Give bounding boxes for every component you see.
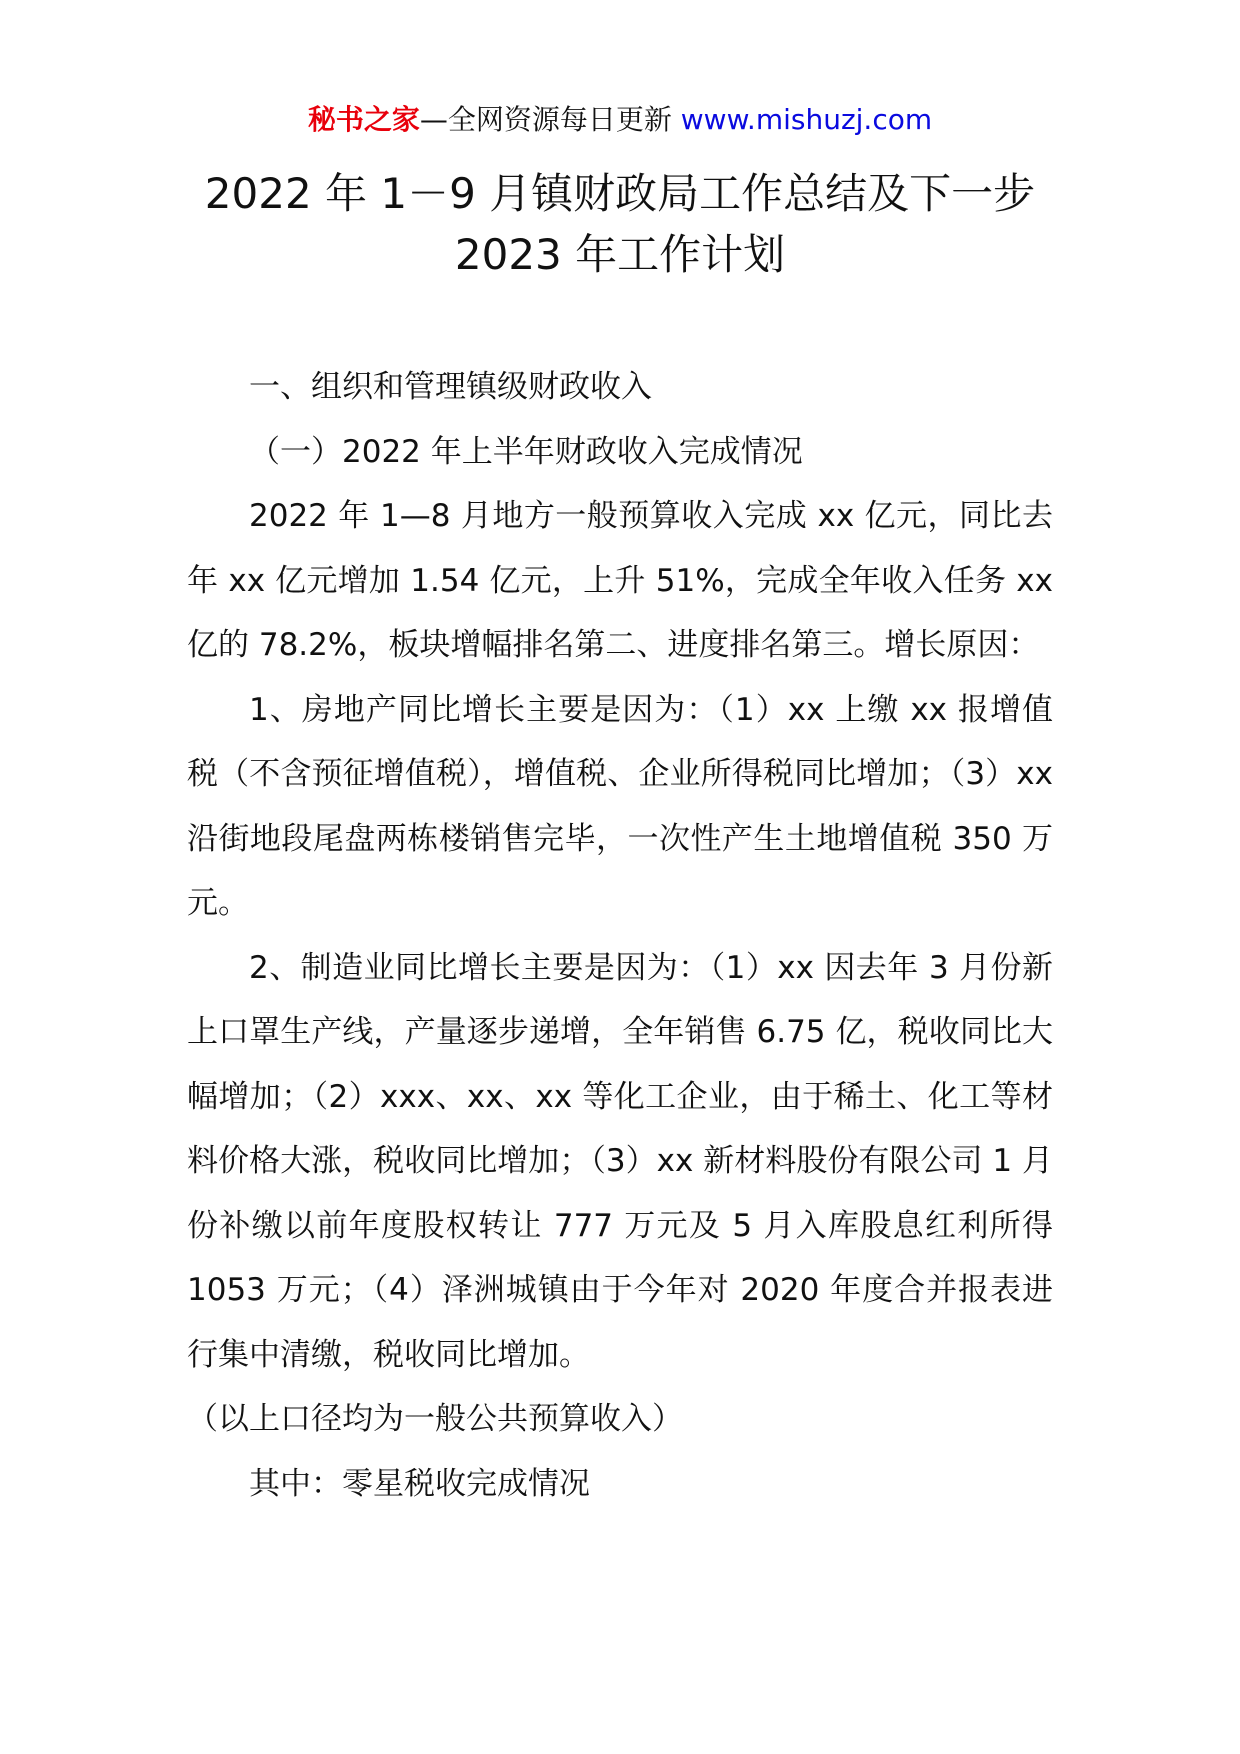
document-body [187,355,1053,1516]
site-url-link[interactable]: www.mishuzj.com [680,103,933,136]
section-heading: 一、组织和管理镇级财政收入 [249,369,652,405]
revenue-summary-paragraph: 2022 年 1—8 月地方一般预算收入完成 xx 亿元，同比去年 xx 亿元增加 1.54 亿元，上升 51%，完成全年收入任务 xx 亿的 78.2%，板块增幅排名第二、进度排名第三。增长原因： [187,498,1053,663]
brand-name: 秘书之家 [307,103,420,136]
document-title [60,163,1180,285]
subsection-heading: （一）2022 年上半年财政收入完成情况 [249,433,803,470]
scope-note: （以上口径均为一般公共预算收入） [187,1401,683,1437]
manufacturing-paragraph: 2、制造业同比增长主要是因为：（1）xx 因去年 3 月份新上口罩生产线，产量逐步递增，全年销售 6.75 亿，税收同比大幅增加；（2）xxx、xx、xx 等化工企业，由于稀土、化工等材料价格大涨，税收同比增加；（3）xx 新材料股份有限公司 1 月份补缴以前年度股权转让 777 万元及 5 月入库股息红利所得 1053 万元；（4）泽洲城镇由于今年对 2020 年度合并报表进行集中清缴，税收同比增加。 [187,949,1053,1373]
title-line-1: 2022 年 1－9 月镇财政局工作总结及下一步 [204,169,1036,218]
banner-tagline: —全网资源每日更新 [419,103,681,136]
real-estate-paragraph: 1、房地产同比增长主要是因为：（1）xx 上缴 xx 报增值税（不含预征增值税），增值税、企业所得税同比增加；（3）xx 沿街地段尾盘两栋楼销售完毕，一次性产生土地增值税 350 万元。 [187,691,1053,921]
title-line-2: 2023 年工作计划 [454,230,786,279]
sporadic-tax-heading: 其中：零星税收完成情况 [249,1465,590,1502]
site-banner [0,100,1240,140]
